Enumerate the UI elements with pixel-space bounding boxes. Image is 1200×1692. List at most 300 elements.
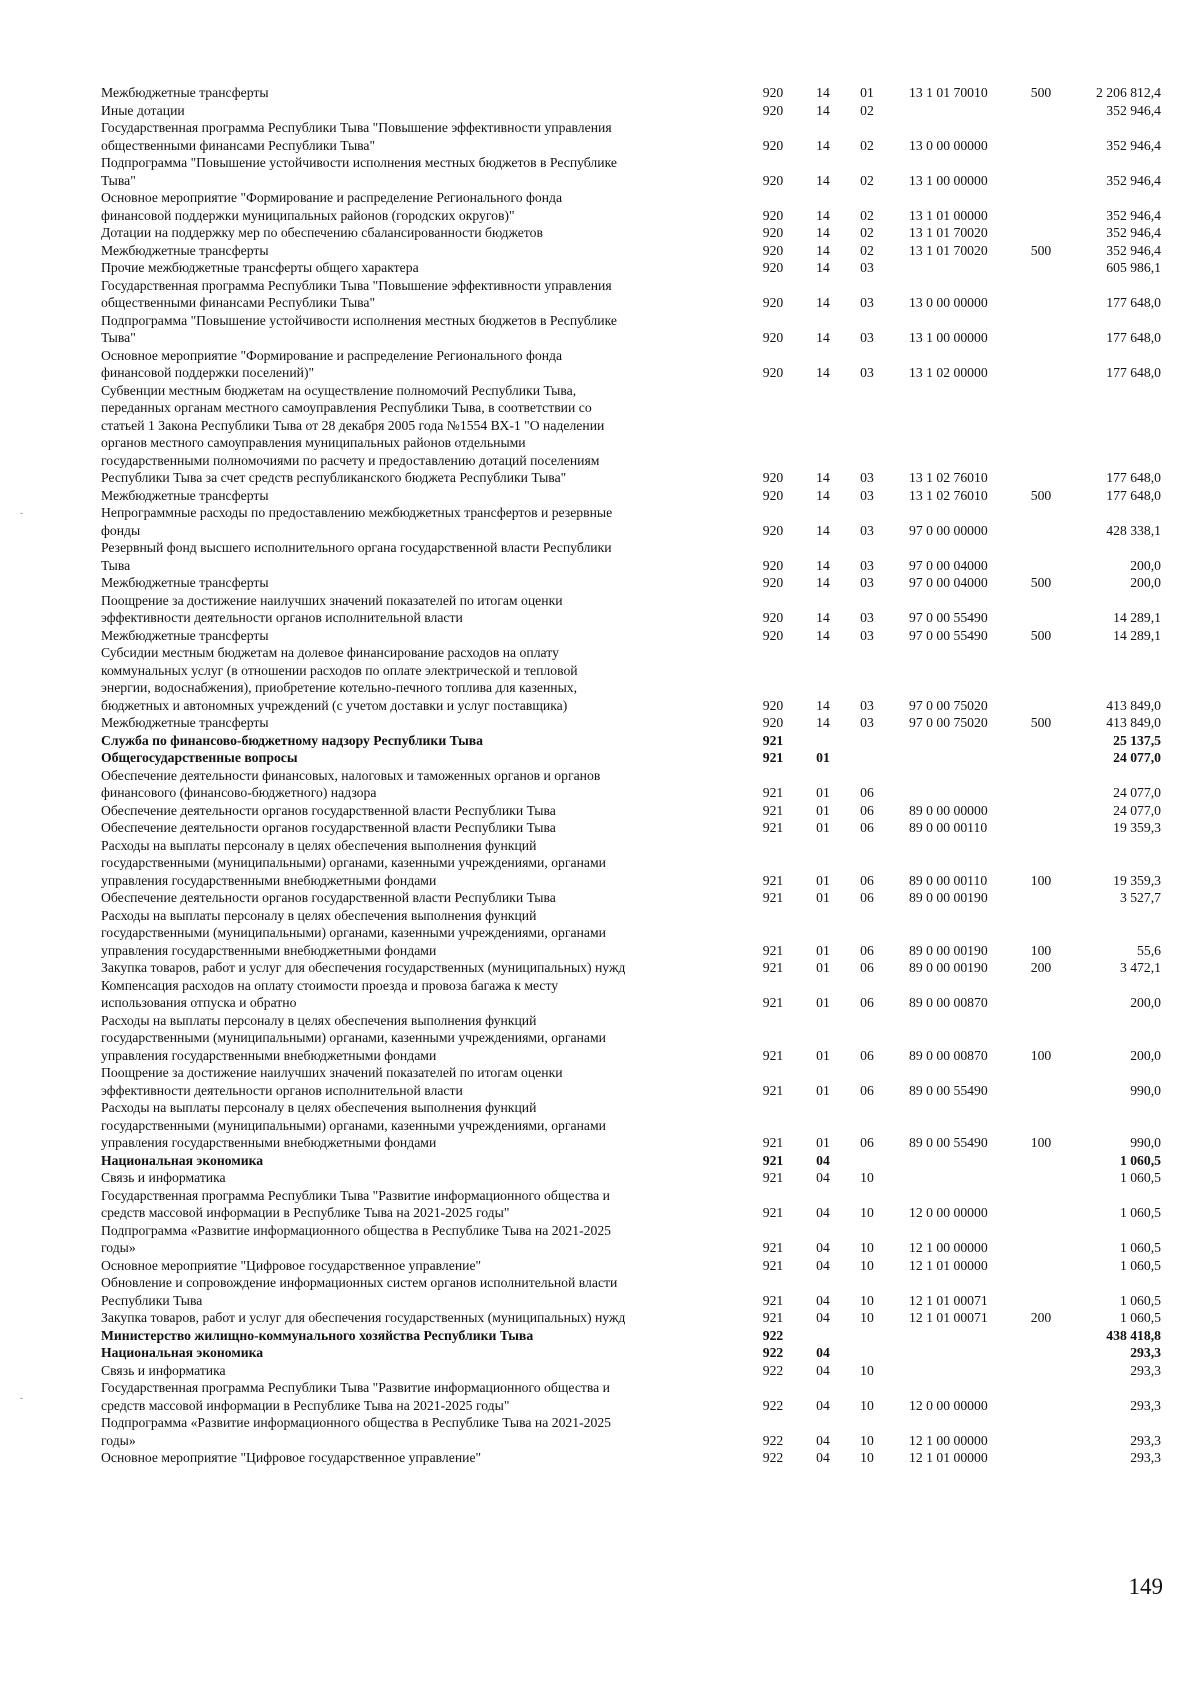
row-name: Межбюджетные трансферты <box>101 85 269 100</box>
table-row <box>101 1187 1161 1222</box>
table-row <box>101 574 1161 592</box>
row-section-code: 04 <box>816 1170 830 1185</box>
row-amount: 55,6 <box>1137 942 1161 958</box>
row-section-code: 14 <box>816 260 830 275</box>
row-grbs-code: 920 <box>762 365 784 380</box>
row-amount: 1 060,5 <box>1119 1152 1161 1168</box>
row-subsection-code: 06 <box>860 1135 874 1150</box>
row-target-article: 89 0 00 00110 <box>909 820 988 835</box>
table-row <box>101 837 1161 890</box>
row-subsection-code: 06 <box>860 1082 874 1098</box>
row-amount: 438 418,8 <box>1106 1327 1161 1343</box>
row-section-code: 04 <box>816 1432 830 1448</box>
row-section-code: 14 <box>816 137 830 153</box>
table-row <box>101 312 1161 347</box>
row-grbs-code: 921 <box>762 995 784 1010</box>
row-subsection-code: 10 <box>860 1397 874 1413</box>
row-name: Резервный фонд высшего исполнительного органа государственной власти Республики Тыва <box>101 540 612 573</box>
row-grbs-code: 920 <box>762 575 784 590</box>
row-expense-type: 500 <box>1030 242 1052 258</box>
row-subsection-code: 06 <box>860 960 874 975</box>
row-grbs-code: 921 <box>762 1152 784 1168</box>
row-section-code: 04 <box>816 1450 830 1465</box>
row-name: Государственная программа Республики Тыва "Развитие информационного общества и средств массовой информации в Республике Тыва на 2021-2025 годы" <box>101 1187 610 1220</box>
row-grbs-code: 922 <box>762 1450 784 1465</box>
row-amount: 1 060,5 <box>1119 1310 1161 1325</box>
row-name: Обеспечение деятельности органов государственной власти Республики Тыва <box>101 820 556 835</box>
row-grbs-code: 920 <box>762 172 784 188</box>
row-subsection-code: 10 <box>860 1432 874 1448</box>
row-target-article: 13 1 02 76010 <box>909 487 988 503</box>
table-row <box>101 119 1161 154</box>
row-section-code: 04 <box>816 1257 830 1273</box>
table-row <box>101 1449 1161 1467</box>
row-name: Межбюджетные трансферты <box>101 487 269 503</box>
row-subsection-code: 06 <box>860 802 874 818</box>
table-row <box>101 1012 1161 1065</box>
row-expense-type: 500 <box>1030 487 1052 503</box>
row-amount: 1 060,5 <box>1119 1292 1161 1308</box>
row-target-article: 97 0 00 55490 <box>909 610 988 625</box>
row-section-code: 14 <box>816 365 830 380</box>
row-target-article: 12 0 00 00000 <box>909 1397 988 1413</box>
row-amount: 200,0 <box>1130 995 1161 1010</box>
row-amount: 24 077,0 <box>1113 785 1161 800</box>
row-amount: 3 527,7 <box>1119 890 1161 905</box>
table-row <box>101 907 1161 960</box>
margin-mark: - <box>20 1393 23 1403</box>
table-row <box>101 802 1161 820</box>
row-name: Расходы на выплаты персоналу в целях обеспечения выполнения функций государственными (муниципальными) органами, казенными учреждениями, органами управления государственными внебюджетными фондами <box>101 1100 606 1150</box>
row-subsection-code: 03 <box>860 697 874 713</box>
row-target-article: 13 0 00 00000 <box>909 295 988 310</box>
row-name: Межбюджетные трансферты <box>101 627 269 643</box>
row-name: Закупка товаров, работ и услуг для обеспечения государственных (муниципальных) нужд <box>101 960 626 975</box>
row-grbs-code: 922 <box>762 1345 784 1360</box>
table-row <box>101 714 1161 732</box>
row-amount: 3 472,1 <box>1119 960 1161 975</box>
row-amount: 177 648,0 <box>1106 470 1161 485</box>
row-grbs-code: 920 <box>762 627 784 643</box>
row-target-article: 12 1 01 00000 <box>909 1450 988 1465</box>
row-name: Межбюджетные трансферты <box>101 715 269 730</box>
row-section-code: 01 <box>816 820 830 835</box>
row-subsection-code: 03 <box>860 470 874 485</box>
row-grbs-code: 920 <box>762 330 784 345</box>
table-row <box>101 487 1161 505</box>
row-subsection-code: 10 <box>860 1310 874 1325</box>
table-row <box>101 644 1161 714</box>
row-target-article: 97 0 00 04000 <box>909 557 988 573</box>
row-amount: 352 946,4 <box>1106 137 1161 153</box>
row-grbs-code: 922 <box>762 1362 784 1378</box>
row-amount: 1 060,5 <box>1119 1240 1161 1255</box>
row-name: Поощрение за достижение наилучших значений показателей по итогам оценки эффективности деятельности органов исполнительной власти <box>101 592 563 625</box>
row-section-code: 04 <box>816 1240 830 1255</box>
row-expense-type: 500 <box>1030 85 1052 100</box>
row-target-article: 89 0 00 55490 <box>909 1135 988 1150</box>
row-grbs-code: 920 <box>762 697 784 713</box>
row-target-article: 89 0 00 00110 <box>909 872 988 888</box>
row-grbs-code: 921 <box>762 732 784 748</box>
row-target-article: 89 0 00 55490 <box>909 1082 988 1098</box>
row-subsection-code: 10 <box>860 1257 874 1273</box>
row-name: Служба по финансово-бюджетному надзору Республики Тыва <box>101 732 483 748</box>
row-name: Расходы на выплаты персоналу в целях обеспечения выполнения функций государственными (муниципальными) органами, казенными учреждениями, органами управления государственными внебюджетными фондами <box>101 837 606 888</box>
row-section-code: 14 <box>816 522 830 538</box>
table-row <box>101 1344 1161 1362</box>
row-subsection-code: 03 <box>860 295 874 310</box>
row-target-article: 13 1 00 00000 <box>909 330 988 345</box>
table-row <box>101 1099 1161 1152</box>
row-section-code: 14 <box>816 697 830 713</box>
table-row <box>101 347 1161 382</box>
table-row <box>101 1274 1161 1309</box>
row-subsection-code: 06 <box>860 995 874 1010</box>
row-amount: 413 849,0 <box>1106 697 1161 713</box>
row-name: Обеспечение деятельности финансовых, налоговых и таможенных органов и органов финансового (финансово-бюджетного) надзора <box>101 767 601 800</box>
row-amount: 293,3 <box>1130 1362 1161 1378</box>
table-row <box>101 102 1161 120</box>
row-grbs-code: 921 <box>762 872 784 888</box>
table-row <box>101 539 1161 574</box>
row-grbs-code: 922 <box>762 1397 784 1413</box>
row-grbs-code: 921 <box>762 820 784 835</box>
page-number: 149 <box>1128 1574 1163 1599</box>
row-subsection-code: 03 <box>860 715 874 730</box>
row-target-article: 13 0 00 00000 <box>909 137 988 153</box>
row-name: Обеспечение деятельности органов государственной власти Республики Тыва <box>101 890 556 905</box>
row-amount: 200,0 <box>1130 1047 1161 1063</box>
row-expense-type: 100 <box>1030 1135 1052 1150</box>
table-row <box>101 819 1161 837</box>
table-row <box>101 1257 1161 1275</box>
row-grbs-code: 920 <box>762 207 784 223</box>
row-section-code: 14 <box>816 610 830 625</box>
row-expense-type: 500 <box>1030 715 1052 730</box>
row-grbs-code: 921 <box>762 1205 784 1220</box>
row-section-code: 04 <box>816 1205 830 1220</box>
row-subsection-code: 02 <box>860 172 874 188</box>
row-expense-type: 500 <box>1030 575 1052 590</box>
row-amount: 413 849,0 <box>1106 715 1161 730</box>
row-name: Подпрограмма «Развитие информационного общества в Республике Тыва на 2021-2025 годы» <box>101 1222 612 1255</box>
row-section-code: 04 <box>816 1292 830 1308</box>
row-grbs-code: 920 <box>762 557 784 573</box>
row-expense-type: 200 <box>1030 1310 1052 1325</box>
row-target-article: 89 0 00 00190 <box>909 942 988 958</box>
table-row <box>101 242 1161 260</box>
table-row <box>101 1309 1161 1327</box>
row-subsection-code: 03 <box>860 575 874 590</box>
row-name: Государственная программа Республики Тыва "Повышение эффективности управления общественными финансами Республики Тыва" <box>101 277 612 310</box>
row-name: Обновление и сопровождение информационных систем органов исполнительной власти Республики Тыва <box>101 1275 618 1308</box>
row-grbs-code: 921 <box>762 1240 784 1255</box>
row-grbs-code: 921 <box>762 1047 784 1063</box>
row-subsection-code: 10 <box>860 1292 874 1308</box>
table-row <box>101 189 1161 224</box>
row-subsection-code: 10 <box>860 1170 874 1185</box>
table-row <box>101 627 1161 645</box>
row-subsection-code: 02 <box>860 207 874 223</box>
row-amount: 428 338,1 <box>1106 522 1161 538</box>
row-section-code: 01 <box>816 802 830 818</box>
row-section-code: 14 <box>816 85 830 100</box>
row-grbs-code: 920 <box>762 295 784 310</box>
row-amount: 352 946,4 <box>1106 207 1161 223</box>
row-section-code: 01 <box>816 1082 830 1098</box>
row-section-code: 14 <box>816 295 830 310</box>
row-amount: 19 359,3 <box>1113 872 1161 888</box>
row-expense-type: 200 <box>1030 960 1052 975</box>
row-name: Обеспечение деятельности органов государственной власти Республики Тыва <box>101 802 556 818</box>
row-grbs-code: 921 <box>762 1292 784 1308</box>
row-amount: 25 137,5 <box>1113 732 1161 748</box>
row-name: Иные дотации <box>101 102 185 118</box>
row-name: Связь и информатика <box>101 1170 226 1185</box>
row-amount: 177 648,0 <box>1106 365 1161 380</box>
row-name: Связь и информатика <box>101 1362 226 1378</box>
row-target-article: 89 0 00 00870 <box>909 1047 988 1063</box>
row-target-article: 13 1 01 70010 <box>909 85 988 100</box>
row-target-article: 12 0 00 00000 <box>909 1205 988 1220</box>
row-amount: 352 946,4 <box>1106 102 1161 118</box>
row-name: Межбюджетные трансферты <box>101 575 269 590</box>
row-subsection-code: 01 <box>860 85 874 100</box>
row-amount: 605 986,1 <box>1106 260 1161 275</box>
row-amount: 293,3 <box>1130 1345 1161 1360</box>
row-target-article: 13 1 01 00000 <box>909 207 988 223</box>
row-target-article: 97 0 00 04000 <box>909 575 988 590</box>
row-section-code: 14 <box>816 172 830 188</box>
table-row <box>101 277 1161 312</box>
row-subsection-code: 03 <box>860 522 874 538</box>
row-amount: 990,0 <box>1130 1082 1161 1098</box>
table-row <box>101 1327 1161 1345</box>
row-target-article: 89 0 00 00190 <box>909 890 988 905</box>
table-row <box>101 224 1161 242</box>
row-subsection-code: 06 <box>860 785 874 800</box>
table-row <box>101 1152 1161 1170</box>
row-name: Непрограммные расходы по предоставлению межбюджетных трансфертов и резервные фонды <box>101 505 613 538</box>
row-grbs-code: 921 <box>762 1257 784 1273</box>
row-subsection-code: 02 <box>860 242 874 258</box>
row-amount: 177 648,0 <box>1106 330 1161 345</box>
row-section-code: 04 <box>816 1310 830 1325</box>
row-amount: 24 077,0 <box>1113 750 1161 765</box>
row-subsection-code: 03 <box>860 260 874 275</box>
row-target-article: 13 1 02 76010 <box>909 470 988 485</box>
row-target-article: 13 1 01 70020 <box>909 242 988 258</box>
row-amount: 19 359,3 <box>1113 820 1161 835</box>
row-subsection-code: 10 <box>860 1362 874 1378</box>
row-name: Общегосударственные вопросы <box>101 750 298 765</box>
table-row <box>101 977 1161 1012</box>
row-target-article: 13 1 00 00000 <box>909 172 988 188</box>
row-subsection-code: 02 <box>860 102 874 118</box>
row-subsection-code: 10 <box>860 1450 874 1465</box>
row-target-article: 13 1 02 00000 <box>909 365 988 380</box>
row-subsection-code: 03 <box>860 557 874 573</box>
table-row <box>101 84 1161 102</box>
row-section-code: 14 <box>816 627 830 643</box>
row-subsection-code: 06 <box>860 872 874 888</box>
row-target-article: 89 0 00 00190 <box>909 960 988 975</box>
row-name: Расходы на выплаты персоналу в целях обеспечения выполнения функций государственными (муниципальными) органами, казенными учреждениями, органами управления государственными внебюджетными фондами <box>101 907 606 958</box>
row-grbs-code: 920 <box>762 137 784 153</box>
row-name: Компенсация расходов на оплату стоимости проезда и провоза багажа к месту использования отпуска и обратно <box>101 977 559 1010</box>
table-row <box>101 1169 1161 1187</box>
row-name: Субсидии местным бюджетам на долевое финансирование расходов на оплату коммунальных услуг (в отношении расходов по оплате электрической и тепловой энергии, водоснабжения), приобретение котельно-печного топлива для казенных, бюджетных и автономных учреждений (с учетом доставки и услуг поставщика) <box>101 645 578 713</box>
row-section-code: 14 <box>816 715 830 730</box>
row-target-article: 12 1 00 00000 <box>909 1240 988 1255</box>
row-subsection-code: 06 <box>860 820 874 835</box>
row-section-code: 14 <box>816 557 830 573</box>
row-section-code: 01 <box>816 1047 830 1063</box>
row-name: Министерство жилищно-коммунального хозяйства Республики Тыва <box>101 1327 534 1343</box>
row-grbs-code: 920 <box>762 487 784 503</box>
row-section-code: 01 <box>816 872 830 888</box>
row-target-article: 12 1 01 00000 <box>909 1257 988 1273</box>
table-row <box>101 1414 1161 1449</box>
row-section-code: 14 <box>816 575 830 590</box>
row-section-code: 14 <box>816 330 830 345</box>
row-target-article: 13 1 01 70020 <box>909 225 988 240</box>
row-amount: 1 060,5 <box>1119 1205 1161 1220</box>
row-amount: 352 946,4 <box>1106 242 1161 258</box>
row-name: Подпрограмма «Развитие информационного общества в Республике Тыва на 2021-2025 годы» <box>101 1415 612 1448</box>
table-row <box>101 889 1161 907</box>
row-amount: 14 289,1 <box>1113 627 1161 643</box>
row-name: Прочие межбюджетные трансферты общего характера <box>101 260 419 275</box>
row-grbs-code: 922 <box>762 1327 784 1343</box>
row-grbs-code: 921 <box>762 1082 784 1098</box>
row-amount: 200,0 <box>1130 557 1161 573</box>
table-row <box>101 959 1161 977</box>
row-subsection-code: 10 <box>860 1240 874 1255</box>
row-expense-type: 100 <box>1030 872 1052 888</box>
row-subsection-code: 02 <box>860 137 874 153</box>
row-section-code: 01 <box>816 942 830 958</box>
row-target-article: 89 0 00 00000 <box>909 802 988 818</box>
table-row <box>101 1379 1161 1414</box>
row-name: Основное мероприятие "Формирование и распределение Регионального фонда финансовой поддержки поселений)" <box>101 347 563 380</box>
table-row <box>101 504 1161 539</box>
row-amount: 293,3 <box>1130 1450 1161 1465</box>
row-target-article: 97 0 00 75020 <box>909 697 988 713</box>
row-amount: 1 060,5 <box>1119 1257 1161 1273</box>
row-amount: 990,0 <box>1130 1135 1161 1150</box>
row-grbs-code: 922 <box>762 1432 784 1448</box>
row-amount: 24 077,0 <box>1113 802 1161 818</box>
row-section-code: 04 <box>816 1397 830 1413</box>
row-section-code: 04 <box>816 1345 830 1360</box>
row-subsection-code: 10 <box>860 1205 874 1220</box>
row-grbs-code: 921 <box>762 960 784 975</box>
row-amount: 352 946,4 <box>1106 172 1161 188</box>
row-grbs-code: 920 <box>762 85 784 100</box>
row-amount: 352 946,4 <box>1106 225 1161 240</box>
row-grbs-code: 920 <box>762 242 784 258</box>
table-row <box>101 1362 1161 1380</box>
row-section-code: 01 <box>816 890 830 905</box>
row-target-article: 97 0 00 00000 <box>909 522 988 538</box>
table-row <box>101 1222 1161 1257</box>
row-section-code: 14 <box>816 207 830 223</box>
row-name: Национальная экономика <box>101 1152 264 1168</box>
row-name: Национальная экономика <box>101 1345 264 1360</box>
row-target-article: 89 0 00 00870 <box>909 995 988 1010</box>
row-subsection-code: 03 <box>860 330 874 345</box>
row-name: Закупка товаров, работ и услуг для обеспечения государственных (муниципальных) нужд <box>101 1310 626 1325</box>
row-section-code: 14 <box>816 225 830 240</box>
row-subsection-code: 06 <box>860 942 874 958</box>
row-amount: 293,3 <box>1130 1397 1161 1413</box>
row-expense-type: 100 <box>1030 1047 1052 1063</box>
row-grbs-code: 921 <box>762 942 784 958</box>
row-name: Подпрограмма "Повышение устойчивости исполнения местных бюджетов в Республике Тыва" <box>101 312 617 345</box>
row-subsection-code: 03 <box>860 365 874 380</box>
row-section-code: 14 <box>816 470 830 485</box>
row-grbs-code: 920 <box>762 522 784 538</box>
table-row <box>101 1064 1161 1099</box>
row-amount: 200,0 <box>1130 575 1161 590</box>
row-section-code: 04 <box>816 1362 830 1378</box>
row-target-article: 12 1 00 00000 <box>909 1432 988 1448</box>
table-row <box>101 259 1161 277</box>
row-grbs-code: 921 <box>762 802 784 818</box>
table-row <box>101 767 1161 802</box>
row-section-code: 01 <box>816 1135 830 1150</box>
row-grbs-code: 920 <box>762 225 784 240</box>
row-amount: 2 206 812,4 <box>1095 85 1161 100</box>
row-grbs-code: 921 <box>762 890 784 905</box>
row-grbs-code: 920 <box>762 470 784 485</box>
row-amount: 14 289,1 <box>1113 610 1161 625</box>
row-target-article: 12 1 01 00071 <box>909 1292 988 1308</box>
row-grbs-code: 921 <box>762 750 784 765</box>
row-name: Поощрение за достижение наилучших значений показателей по итогам оценки эффективности деятельности органов исполнительной власти <box>101 1065 563 1098</box>
margin-mark: - <box>20 508 23 518</box>
row-subsection-code: 02 <box>860 225 874 240</box>
row-section-code: 01 <box>816 995 830 1010</box>
row-section-code: 01 <box>816 750 830 765</box>
row-name: Дотации на поддержку мер по обеспечению сбалансированности бюджетов <box>101 225 543 240</box>
row-target-article: 97 0 00 75020 <box>909 715 988 730</box>
row-name: Межбюджетные трансферты <box>101 242 269 258</box>
row-subsection-code: 06 <box>860 890 874 905</box>
row-subsection-code: 03 <box>860 610 874 625</box>
row-section-code: 04 <box>816 1152 830 1168</box>
row-section-code: 01 <box>816 960 830 975</box>
row-amount: 177 648,0 <box>1106 487 1161 503</box>
row-grbs-code: 921 <box>762 1135 784 1150</box>
row-target-article: 12 1 01 00071 <box>909 1310 988 1325</box>
row-name: Основное мероприятие "Цифровое государственное управление" <box>101 1450 482 1465</box>
row-target-article: 97 0 00 55490 <box>909 627 988 643</box>
row-grbs-code: 920 <box>762 102 784 118</box>
row-grbs-code: 920 <box>762 610 784 625</box>
row-name: Основное мероприятие "Формирование и распределение Регионального фонда финансовой поддержки муниципальных районов (городских округов)" <box>101 190 563 223</box>
row-name: Государственная программа Республики Тыва "Повышение эффективности управления общественными финансами Республики Тыва" <box>101 120 612 153</box>
table-row <box>101 382 1161 487</box>
row-amount: 293,3 <box>1130 1432 1161 1448</box>
row-section-code: 14 <box>816 487 830 503</box>
row-name: Субвенции местным бюджетам на осуществление полномочий Республики Тыва, переданных органам местного самоуправления Республики Тыва, в соответствии со статьей 1 Закона Республики Тыва от 28 декабря 2005 года №1554 ВХ-1 "О наделении органов местного самоуправления муниципальных районов отдельными государственными полномочиями по расчету и предоставлению дотаций поселениям Республики Тыва за счет средств республиканского бюджета Республики Тыва" <box>101 382 605 485</box>
row-grbs-code: 921 <box>762 785 784 800</box>
row-name: Подпрограмма "Повышение устойчивости исполнения местных бюджетов в Республике Тыва" <box>101 155 617 188</box>
row-section-code: 01 <box>816 785 830 800</box>
